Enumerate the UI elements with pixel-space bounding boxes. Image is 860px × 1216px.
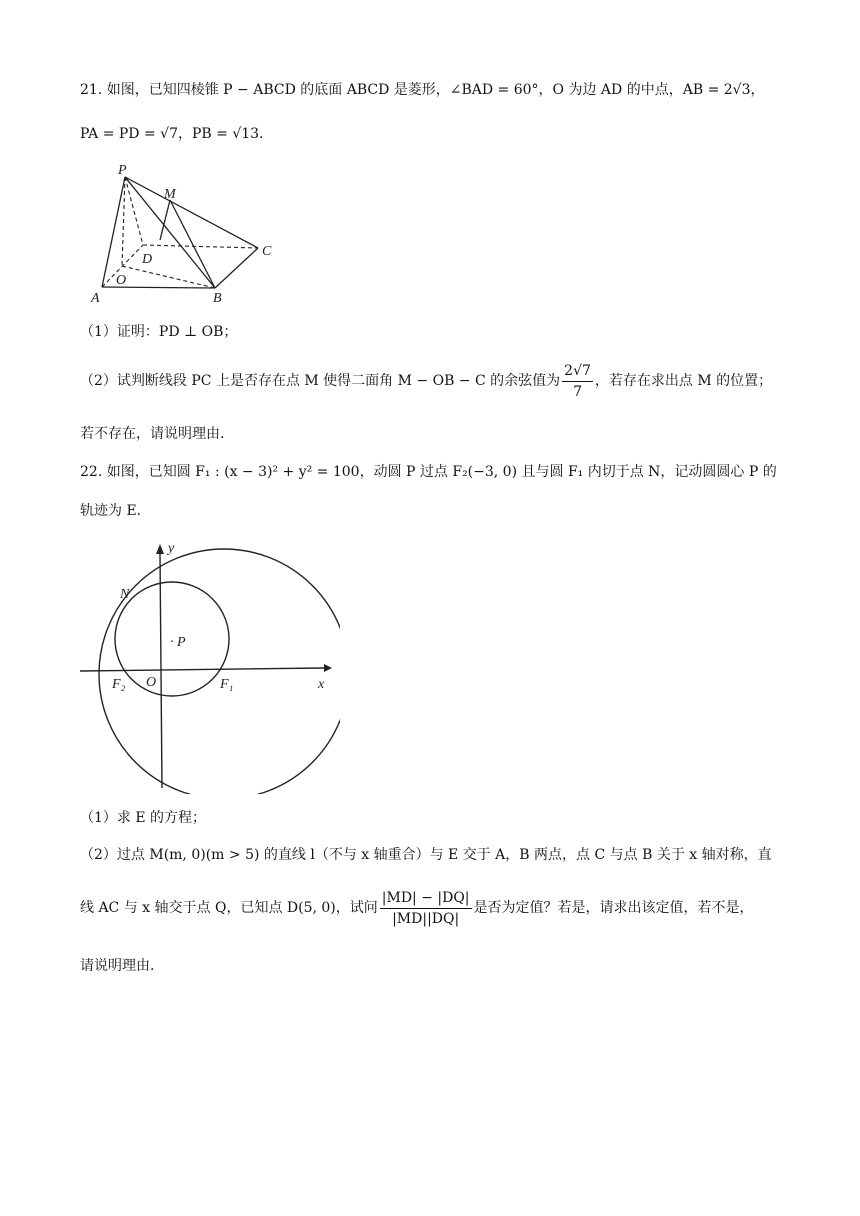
label-D: D [142,252,153,267]
label-F2: F₂ [112,677,126,692]
x-axis-arrow [324,664,332,672]
label-C: C [262,244,272,259]
q22-frac-denominator: |MD||DQ| [392,910,460,927]
label-P: P [118,163,127,178]
label-A: A [91,291,100,306]
label-P-center: · P [170,635,186,650]
pyramid-figure [88,160,288,306]
q21-part1: （1）证明：PD ⊥ OB； [80,324,238,340]
label-O: O [116,273,127,288]
q21-part2-text-b: ，若存在求出点 M 的位置； [594,373,773,389]
q22-part2-line1: （2）过点 M(m, 0)(m > 5) 的直线 l（不与 x 轴重合）与 E 交于 A，B 两点，点 C 与点 B 关于 x 轴对称，直 [80,847,772,863]
label-x: x [318,677,325,692]
edge-PA [102,177,125,287]
y-axis [160,554,162,788]
q22-part1: （1）求 E 的方程； [80,810,207,826]
label-F1: F₁ [220,677,234,692]
q22-ratio-fraction [380,888,472,929]
q22-part2-line2 [80,882,754,934]
label-y: y [168,541,175,556]
edge-BC [215,248,258,288]
q21-stem-line2: PA = PD = √7，PB = √13. [80,126,264,142]
y-axis-arrow [156,544,164,554]
q21-frac-numerator: 2√7 [562,361,593,382]
label-M: M [164,187,176,202]
edge-OB-hidden [122,266,215,288]
q21-frac-denominator: 7 [573,383,582,400]
edge-MD [160,200,170,240]
q22-frac-numerator: |MD| − |DQ| [380,888,472,909]
q22-part2-text-c: 是否为定值？若是，请求出该定值，若不是， [473,900,754,916]
q22-stem-line1: 22. 如图，已知圆 F₁ : (x − 3)² + y² = 100，动圆 P 过点 F₂(−3, 0) 且与圆 F₁ 内切于点 N，记动圆圆心 P 的 [80,464,777,480]
q21-part2-text-a: （2）试判断线段 PC 上是否存在点 M 使得二面角 M − OB − C 的余弦值为 [80,373,561,389]
circle-figure [80,538,340,794]
label-O-origin: O [146,675,157,690]
q21-part2-line [80,356,772,406]
label-B: B [213,291,222,306]
edge-DC-hidden [143,245,258,248]
q22-part2-text-b: 线 AC 与 x 轴交于点 Q，已知点 D(5, 0)，试问 [80,900,378,916]
label-N: N [120,587,130,602]
q22-part2-line3: 请说明理由. [80,958,155,974]
edge-PC [125,177,258,248]
q21-part2-line2: 若不存在，请说明理由. [80,426,225,442]
q22-stem-line2: 轨迹为 E. [80,503,142,519]
x-axis [80,668,324,671]
q21-cosine-fraction [562,361,593,402]
q21-stem-line1: 21. 如图，已知四棱锥 P − ABCD 的底面 ABCD 是菱形，∠BAD = 60°，O 为边 AD 的中点，AB = 2√3， [80,82,765,98]
